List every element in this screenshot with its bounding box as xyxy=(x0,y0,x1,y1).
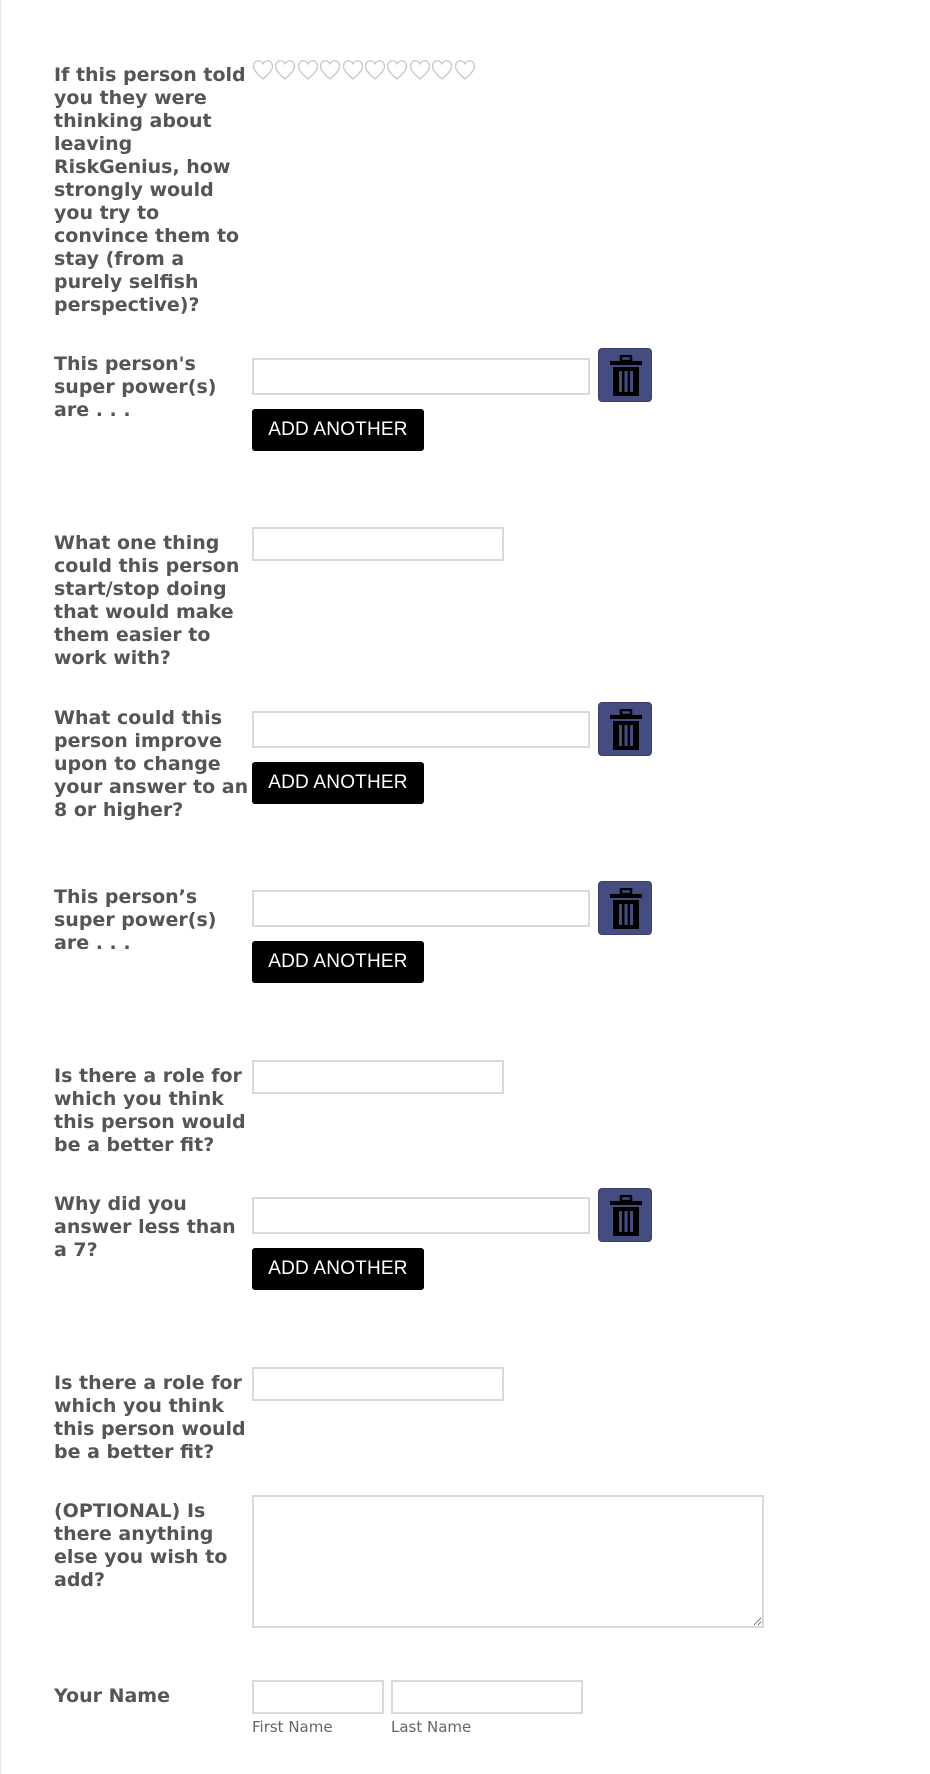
heart-2-icon[interactable] xyxy=(274,58,296,82)
heart-5-icon[interactable] xyxy=(342,58,364,82)
delete-improve-button[interactable] xyxy=(598,702,652,756)
trash-icon xyxy=(610,888,642,930)
optional-comments-textarea[interactable] xyxy=(252,1495,764,1628)
question-super-powers-label: This person's super power(s) are . . . xyxy=(54,353,217,421)
heart-6-icon[interactable] xyxy=(364,58,386,82)
better-role-2-input[interactable] xyxy=(252,1367,504,1401)
question-better-role-2-label: Is there a role for which you think this person would be a better fit? xyxy=(54,1372,246,1463)
heart-7-icon[interactable] xyxy=(386,58,408,82)
heart-8-icon[interactable] xyxy=(409,58,431,82)
add-another-less-than-7-button[interactable]: ADD ANOTHER xyxy=(252,1248,424,1290)
delete-super-powers-button[interactable] xyxy=(598,348,652,402)
question-super-powers-2-label: This person’s super power(s) are . . . xyxy=(54,886,217,954)
first-name-sublabel: First Name xyxy=(252,1718,333,1736)
start-stop-input[interactable] xyxy=(252,527,504,561)
question-optional-label: (OPTIONAL) Is there anything else you wish to add? xyxy=(54,1500,228,1591)
heart-9-icon[interactable] xyxy=(431,58,453,82)
heart-10-icon[interactable] xyxy=(454,58,476,82)
delete-super-powers-2-button[interactable] xyxy=(598,881,652,935)
less-than-7-input[interactable] xyxy=(252,1197,590,1234)
heart-4-icon[interactable] xyxy=(319,58,341,82)
super-powers-input[interactable] xyxy=(252,358,590,395)
add-another-super-power-2-button[interactable]: ADD ANOTHER xyxy=(252,941,424,983)
first-name-input[interactable] xyxy=(252,1680,384,1714)
page-left-border xyxy=(0,0,1,1774)
heart-rating[interactable] xyxy=(252,58,476,86)
heart-1-icon[interactable] xyxy=(252,58,274,82)
better-role-input[interactable] xyxy=(252,1060,504,1094)
question-better-role-label: Is there a role for which you think this person would be a better fit? xyxy=(54,1065,246,1156)
question-improve-label: What could this person improve upon to change your answer to an 8 or higher? xyxy=(54,707,249,821)
question-stay-rating-label: If this person told you they were thinking about leaving RiskGenius, how strongly would you try to convince them to stay (from a purely selfish perspective)? xyxy=(54,64,246,316)
improve-input[interactable] xyxy=(252,711,590,748)
last-name-sublabel: Last Name xyxy=(391,1718,472,1736)
trash-icon xyxy=(610,709,642,751)
question-start-stop-label: What one thing could this person start/stop doing that would make them easier to work with? xyxy=(54,532,240,669)
super-powers-2-input[interactable] xyxy=(252,890,590,927)
question-your-name-label: Your Name xyxy=(54,1685,170,1707)
trash-icon xyxy=(610,1195,642,1237)
heart-3-icon[interactable] xyxy=(297,58,319,82)
add-another-super-power-button[interactable]: ADD ANOTHER xyxy=(252,409,424,451)
delete-less-than-7-button[interactable] xyxy=(598,1188,652,1242)
question-less-than-7-label: Why did you answer less than a 7? xyxy=(54,1193,236,1261)
trash-icon xyxy=(610,355,642,397)
add-another-improve-button[interactable]: ADD ANOTHER xyxy=(252,762,424,804)
last-name-input[interactable] xyxy=(391,1680,583,1714)
